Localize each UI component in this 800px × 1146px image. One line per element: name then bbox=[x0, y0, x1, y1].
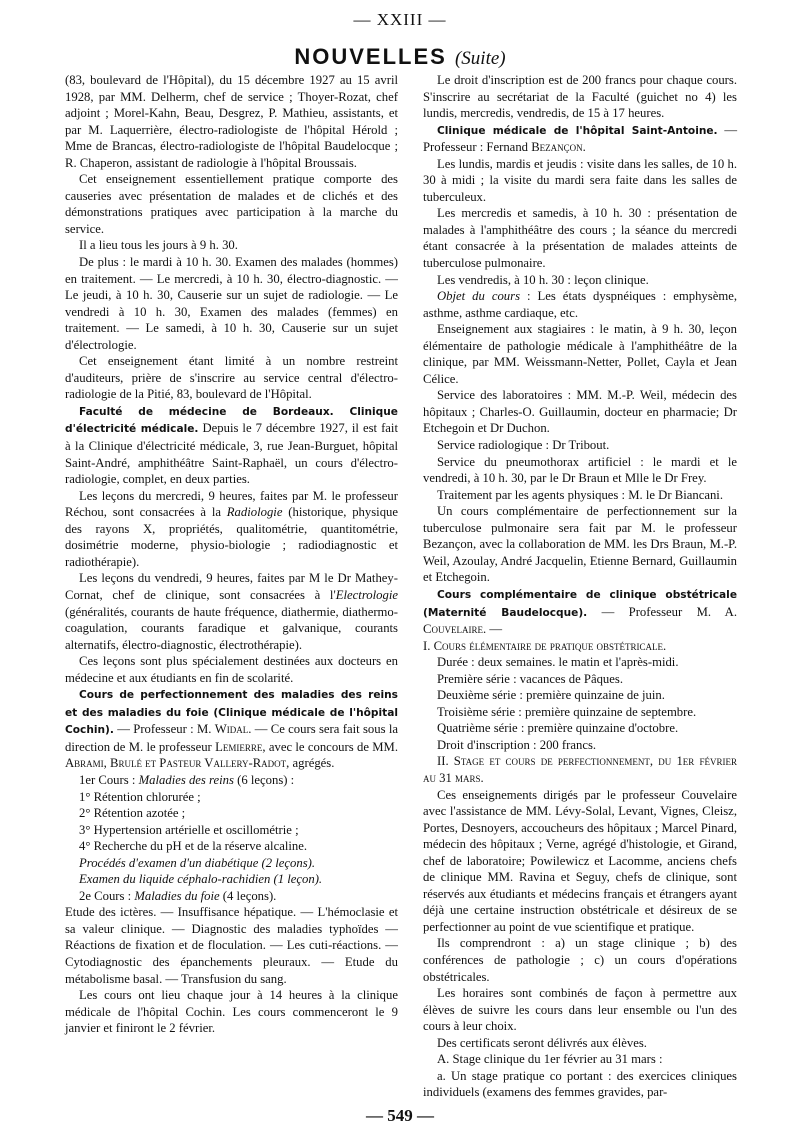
paragraph-emphasis: Electrologie bbox=[335, 587, 398, 602]
paragraph: Les mercredis et samedis, à 10 h. 30 : présentation de malades à l'amphithéâtre des cours ; la séance du mercredi étant consacrée à la présentation de malades atteints de tuberculose pulmonaire. bbox=[423, 206, 737, 271]
list-item: Durée : deux semaines. le matin et l'après-midi. bbox=[437, 655, 679, 670]
paragraph: Les vendredis, à 10 h. 30 : leçon clinique. bbox=[437, 272, 649, 287]
course-label: 2e Cours : bbox=[79, 888, 132, 903]
course-title: Maladies du foie bbox=[134, 888, 220, 903]
paragraph: De plus : le mardi à 10 h. 30. Examen des malades (hommes) en traitement. — Le mercredi, à 10 h. 30, électro-diagnostic. — Le jeudi, à 10 h. 30, Causerie sur un sujet de radiologie. — Le vendredi à 10 h. 30, Examen des malades (femmes) en traitement. — Le samedi, à 10 h. 30, Causerie sur un sujet d'électrologie. bbox=[65, 255, 398, 352]
person-name: Bezançon bbox=[531, 140, 583, 155]
course-heading bbox=[65, 888, 398, 905]
paragraph-heading: Cours de perfectionnement des maladies des reins et des maladies du foie (Clinique médicale de l'hôpital Cochin). bbox=[65, 689, 398, 737]
paragraph: Un cours complémentaire de perfectionnement sur la tuberculose pulmonaire sera fait par M. le professeur Bezançon, avec la collaboration de MM. les Drs Braun, M.-P. Weil, Azoulay, André Jacquelin, Etienne Bernard, Guillaumin et Etchegoin. bbox=[423, 504, 737, 585]
subsection-heading: I. Cours élémentaire de pratique obstétricale. bbox=[423, 638, 667, 653]
paragraph: Enseignement aux stagiaires : le matin, à 9 h. 30, leçon élémentaire de pathologie médicale à l'amphithéâtre de la clinique, par MM. Weissmann-Netter, Pollet, Cayla et Jean Célice. bbox=[423, 322, 737, 386]
paragraph: Cet enseignement essentiellement pratique comporte des causeries avec présentation de malades et de clichés et des démonstrations pratiques avec participation à la marche du service. bbox=[65, 172, 398, 236]
paragraph bbox=[423, 122, 737, 156]
subsection-heading: II. Stage et cours de perfectionnement, du 1er février au 31 mars. bbox=[423, 754, 737, 785]
paragraph-text: Les leçons du vendredi, 9 heures, faites par M le Dr Mathey-Cornat, chef de clinique, sont consacrées à l' bbox=[65, 571, 398, 602]
list-item bbox=[65, 871, 398, 888]
paragraph: Il a lieu tous les jours à 9 h. 30. bbox=[79, 238, 238, 253]
list-item: Droit d'inscription : 200 francs. bbox=[437, 737, 597, 752]
paragraph-text: , avec le concours de MM. bbox=[262, 739, 399, 754]
paragraph: Traitement par les agents physiques : M. le Dr Biancani. bbox=[437, 487, 724, 502]
paragraph: Etude des ictères. — Insuffisance hépatique. — L'hémoclasie et sa valeur clinique. — Diagnostic des maladies typhoïdes — Réactions de fixation et de floculation. — Les cuti-réactions. — Cytodiagnostic des épanchements pleuraux. — Etude du métabolisme basal. — Transfusion du sang. bbox=[65, 905, 398, 986]
paragraph bbox=[65, 403, 398, 488]
paragraph-text: . — bbox=[482, 622, 502, 637]
paragraph-text: Depuis le 7 décembre 1927, il est fait à la Clinique d'électricité médicale, 3, rue Jean-Burguet, hôpital Saint-André, amphithéâtre Saint-Raphaël, un cours d'électro-radiologie, complet, en deux parties. bbox=[65, 421, 398, 487]
list-item: 4° Recherche du pH et de la réserve alcaline. bbox=[79, 839, 308, 854]
paragraph: Des certificats seront délivrés aux élèves. bbox=[437, 1035, 647, 1050]
paragraph-text: — Professeur : Fernand bbox=[423, 122, 738, 155]
paragraph-text: — Professeur M. A. bbox=[601, 604, 738, 619]
list-item-text: Examen du liquide céphalo-rachidien (1 leçon). bbox=[79, 872, 323, 887]
course-title: Maladies des reins bbox=[138, 772, 234, 787]
paragraph bbox=[65, 488, 398, 571]
paragraph: Ces enseignements dirigés par le professeur Couvelaire avec l'assistance de MM. Lévy-Solal, Levant, Vignes, Cleisz, Portes, Desnoyers, accoucheurs des hôpitaux ; Marcel Pinard, médecin des hôpitaux ; Verne, agrégé d'histologie, et Girand, chef de laboratoire; Powilewicz et Lacomme, anciens chefs de clinique MM. Ravina et Seguy, chefs de clinique, sont réservés aux étudiants et médecins français et étrangers ayant déjà une certaine instruction obstétricale et désireux de se perfectionner au point de vue scientifique et pratique. bbox=[423, 787, 737, 934]
section-title-suffix: (Suite) bbox=[454, 48, 506, 69]
paragraph bbox=[65, 686, 398, 772]
list-item-text: Procédés d'examen d'un diabétique (2 leçons). bbox=[79, 855, 316, 870]
course-heading bbox=[65, 772, 398, 789]
list-item: 1° Rétention chlorurée ; bbox=[79, 789, 201, 804]
paragraph: Ils comprendront : a) un stage clinique ; b) des conférences de pathologie ; c) un cours d'opérations obstétricales. bbox=[423, 936, 737, 984]
paragraph-text: . bbox=[582, 140, 586, 155]
list-item: 3° Hypertension artérielle et oscillométrie ; bbox=[79, 822, 299, 837]
paragraph: Service des laboratoires : MM. M.-P. Weil, médecin des hôpitaux ; Charles-O. Guillaumin, docteur en pharmacie; Dr Etchegoin et Dr Duchon. bbox=[423, 388, 737, 436]
paragraph-text: . — Ce cours sera fait sous la direction de M. le professeur bbox=[65, 722, 398, 754]
paragraph-heading: Clinique médicale de l'hôpital Saint-Antoine. bbox=[437, 124, 718, 137]
list-item: Troisième série : première quinzaine de septembre. bbox=[437, 704, 697, 719]
section-title-text: NOUVELLES bbox=[294, 44, 447, 69]
paragraph-text: : Les états dyspnéiques : emphysème, asthme, asthme cardiaque, etc. bbox=[423, 289, 738, 320]
list-item bbox=[65, 855, 398, 872]
paragraph bbox=[423, 288, 737, 321]
paragraph: Les horaires sont combinés de façon à permettre aux élèves de suivre les cours dans leur ensemble ou l'un des cours à leur choix. bbox=[423, 986, 737, 1034]
paragraph: (83, boulevard de l'Hôpital), du 15 décembre 1927 au 15 avril 1928, par MM. Delherm, chef de service ; Thoyer-Rozat, chef adjoint ; Morel-Kahn, Beau, Desgrez, P. Mathieu, assistants, et par M. Laquerrière, électro-radiologiste de l'hôpital Hérold ; Mme de Brancas, électro-radiologiste de l'hôpital Baudelocque ; R. Chaperon, assistant de radiologie à l'hôpital Broussais. bbox=[65, 73, 398, 170]
paragraph-emphasis: Objet du cours bbox=[437, 289, 521, 304]
course-label: 1er Cours : bbox=[79, 772, 136, 787]
list-item: Quatrième série : première quinzaine d'octobre. bbox=[437, 721, 679, 736]
paragraph-text: (généralités, courants de haute fréquence, diathermie, diathermo-coagulation, courants faradique et galvanique, courants alternatifs, électro-diagnostic, électrothérapie). bbox=[65, 604, 398, 652]
paragraph-heading: Cours complémentaire de clinique obstétricale (Maternité Baudelocque). bbox=[423, 588, 737, 619]
page-number: — 549 — bbox=[366, 1106, 434, 1125]
paragraph: Service radiologique : Dr Tribout. bbox=[437, 438, 610, 453]
paragraph: a. Un stage pratique co portant : des exercices cliniques individuels (examens des femmes gravides, par- bbox=[423, 1068, 737, 1100]
left-column bbox=[65, 72, 398, 1037]
paragraph: Service du pneumothorax artificiel : le mardi et le vendredi, à 10 h. 30, par le Dr Braun et Mlle le Dr Frey. bbox=[423, 454, 737, 486]
paragraph-emphasis: Radiologie bbox=[226, 505, 283, 520]
paragraph-text: — Professeur : M. bbox=[117, 722, 212, 737]
list-item: Deuxième série : première quinzaine de juin. bbox=[437, 688, 665, 703]
paragraph-text: Les leçons du mercredi, 9 heures, faites par M. le professeur Réchou, sont consacrées à la bbox=[65, 488, 398, 520]
person-name: Lemierre bbox=[215, 739, 263, 754]
paragraph: Cet enseignement étant limité à un nombre restreint d'auditeurs, prière de s'inscrire au service central d'électro-radiologie de la Pitié, 83, boulevard de l'Hôpital. bbox=[65, 354, 398, 402]
section-title bbox=[0, 44, 800, 70]
course-count: (4 leçons). bbox=[222, 888, 277, 903]
paragraph: Les lundis, mardis et jeudis : visite dans les salles, de 10 h. 30 à midi ; la visite du mardi sera faite dans les salles de tuberculeux. bbox=[423, 156, 737, 204]
paragraph: Les cours ont lieu chaque jour à 14 heures à la clinique médicale de l'hôpital Cochin. Les cours commenceront le 9 janvier et finiront le 2 février. bbox=[65, 988, 398, 1036]
paragraph bbox=[65, 570, 398, 653]
paragraph bbox=[423, 586, 737, 638]
paragraph-text: (historique, physique des rayons X, propriétés, qualitométrie, quantitométrie, dosimétrie moderne, physio-biologie ; radiodiagnostic et radiothérapie). bbox=[65, 505, 399, 569]
paragraph: Le droit d'inscription est de 200 francs pour chaque cours. S'inscrire au secrétariat de la Faculté (guichet no 4) les lundis, mercredis, vendredis, de 15 à 17 heures. bbox=[423, 73, 737, 121]
person-name: Widal bbox=[214, 722, 249, 737]
roman-page-number: — XXIII — bbox=[353, 10, 447, 29]
paragraph: A. Stage clinique du 1er février au 31 mars : bbox=[437, 1052, 663, 1067]
paragraph-heading: Faculté de médecine de Bordeaux. Clinique d'électricité médicale. bbox=[65, 405, 398, 436]
paragraph-text: , agrégés. bbox=[286, 756, 335, 771]
person-name: Couvelaire bbox=[423, 622, 483, 637]
list-item: 2° Rétention azotée ; bbox=[79, 806, 186, 821]
paragraph: Ces leçons sont plus spécialement destinées aux docteurs en médecine et aux étudiants en fin de scolarité. bbox=[65, 654, 398, 685]
right-column bbox=[423, 72, 737, 1101]
course-count: (6 leçons) : bbox=[237, 772, 295, 787]
person-names: Abrami, Brulé et Pasteur Vallery-Radot bbox=[65, 756, 287, 771]
list-item: Première série : vacances de Pâques. bbox=[437, 671, 624, 686]
